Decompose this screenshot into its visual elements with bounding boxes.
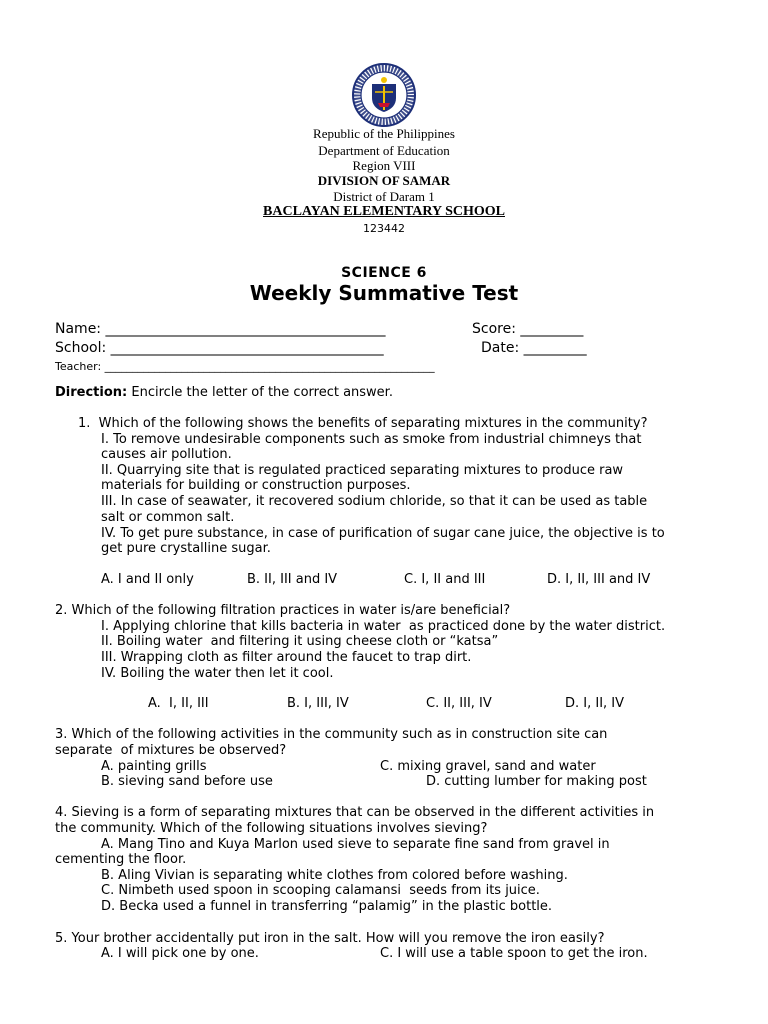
- deped-seal-icon: [344, 62, 424, 128]
- question-1-line: materials for building or construction purposes.: [101, 478, 411, 493]
- question-4-stem-cont: the community. Which of the following situations involves sieving?: [55, 821, 488, 836]
- question-1-line: causes air pollution.: [101, 447, 232, 462]
- division-line: DIVISION OF SAMAR: [317, 173, 451, 188]
- question-5-choice-c[interactable]: C. I will use a table spoon to get the iron.: [380, 946, 648, 961]
- question-5-stem: 5. Your brother accidentally put iron in the salt. How will you remove the iron easily?: [55, 931, 605, 946]
- school-id: 123442: [363, 222, 405, 235]
- region-line: Region VIII: [352, 158, 416, 173]
- question-1-line: I. To remove undesirable components such as smoke from industrial chimneys that: [101, 432, 642, 447]
- score-field[interactable]: Score: _________: [472, 321, 584, 337]
- district-line: District of Daram 1: [333, 189, 435, 204]
- date-field[interactable]: Date: _________: [481, 340, 587, 356]
- question-1-choice-c[interactable]: C. I, II and III: [404, 572, 486, 587]
- question-1-line: II. Quarrying site that is regulated practiced separating mixtures to produce raw: [101, 463, 624, 478]
- question-3-stem: 3. Which of the following activities in the community such as in construction site can: [55, 727, 608, 742]
- question-4-choice-a-cont: cementing the floor.: [55, 852, 187, 867]
- question-4-choice-d[interactable]: D. Becka used a funnel in transferring “palamig” in the plastic bottle.: [101, 899, 553, 914]
- question-4-choice-b[interactable]: B. Aling Vivian is separating white clothes from colored before washing.: [101, 868, 568, 883]
- name-field[interactable]: Name: ________________________________________: [55, 321, 386, 337]
- question-4-choice-c[interactable]: C. Nimbeth used spoon in scooping calamansi seeds from its juice.: [101, 883, 540, 898]
- question-3-choice-d[interactable]: D. cutting lumber for making post: [426, 774, 647, 789]
- question-2-line: II. Boiling water and filtering it using cheese cloth or “katsa”: [101, 634, 499, 649]
- department-line: Department of Education: [318, 143, 450, 158]
- question-1-choice-b[interactable]: B. II, III and IV: [247, 572, 338, 587]
- direction-text: Encircle the letter of the correct answer.: [127, 385, 393, 400]
- question-5-choice-a[interactable]: A. I will pick one by one.: [101, 946, 259, 961]
- question-2-line: I. Applying chlorine that kills bacteria in water as practiced done by the water district.: [101, 619, 666, 634]
- direction: [55, 385, 393, 400]
- question-2-line: IV. Boiling the water then let it cool.: [101, 666, 334, 681]
- question-4-choice-a[interactable]: A. Mang Tino and Kuya Marlon used sieve to separate fine sand from gravel in: [101, 837, 610, 852]
- question-3-choice-b[interactable]: B. sieving sand before use: [101, 774, 273, 789]
- republic-line: Republic of the Philippines: [313, 126, 455, 141]
- question-1-choice-a[interactable]: A. I and II only: [101, 572, 194, 587]
- question-2-choice-c[interactable]: C. II, III, IV: [426, 696, 492, 711]
- school-name: BACLAYAN ELEMENTARY SCHOOL: [263, 204, 505, 219]
- subject-title: SCIENCE 6: [341, 265, 427, 281]
- question-2-choice-a[interactable]: A. I, II, III: [148, 696, 209, 711]
- question-3-choice-c[interactable]: C. mixing gravel, sand and water: [380, 759, 596, 774]
- question-2-choice-b[interactable]: B. I, III, IV: [287, 696, 349, 711]
- question-2-stem: 2. Which of the following filtration practices in water is/are beneficial?: [55, 603, 511, 618]
- test-title: Weekly Summative Test: [249, 281, 519, 305]
- question-1-stem: 1. Which of the following shows the benefits of separating mixtures in the community?: [78, 416, 648, 431]
- question-1-line: salt or common salt.: [101, 510, 235, 525]
- question-1-line: III. In case of seawater, it recovered sodium chloride, so that it can be used as table: [101, 494, 648, 509]
- question-4-stem: 4. Sieving is a form of separating mixtures that can be observed in the different activities in: [55, 805, 655, 820]
- question-1-line: IV. To get pure substance, in case of purification of sugar cane juice, the objective is to: [101, 526, 665, 541]
- question-1-line: get pure crystalline sugar.: [101, 541, 271, 556]
- question-2-choice-d[interactable]: D. I, II, IV: [565, 696, 625, 711]
- question-3-choice-a[interactable]: A. painting grills: [101, 759, 207, 774]
- question-2-line: III. Wrapping cloth as filter around the faucet to trap dirt.: [101, 650, 472, 665]
- school-field[interactable]: School: _______________________________________: [55, 340, 384, 356]
- question-3-stem-cont: separate of mixtures be observed?: [55, 743, 287, 758]
- question-1-choice-d[interactable]: D. I, II, III and IV: [547, 572, 651, 587]
- direction-label: Direction:: [55, 385, 128, 400]
- teacher-field[interactable]: Teacher: ____________________________________________________________: [55, 360, 435, 373]
